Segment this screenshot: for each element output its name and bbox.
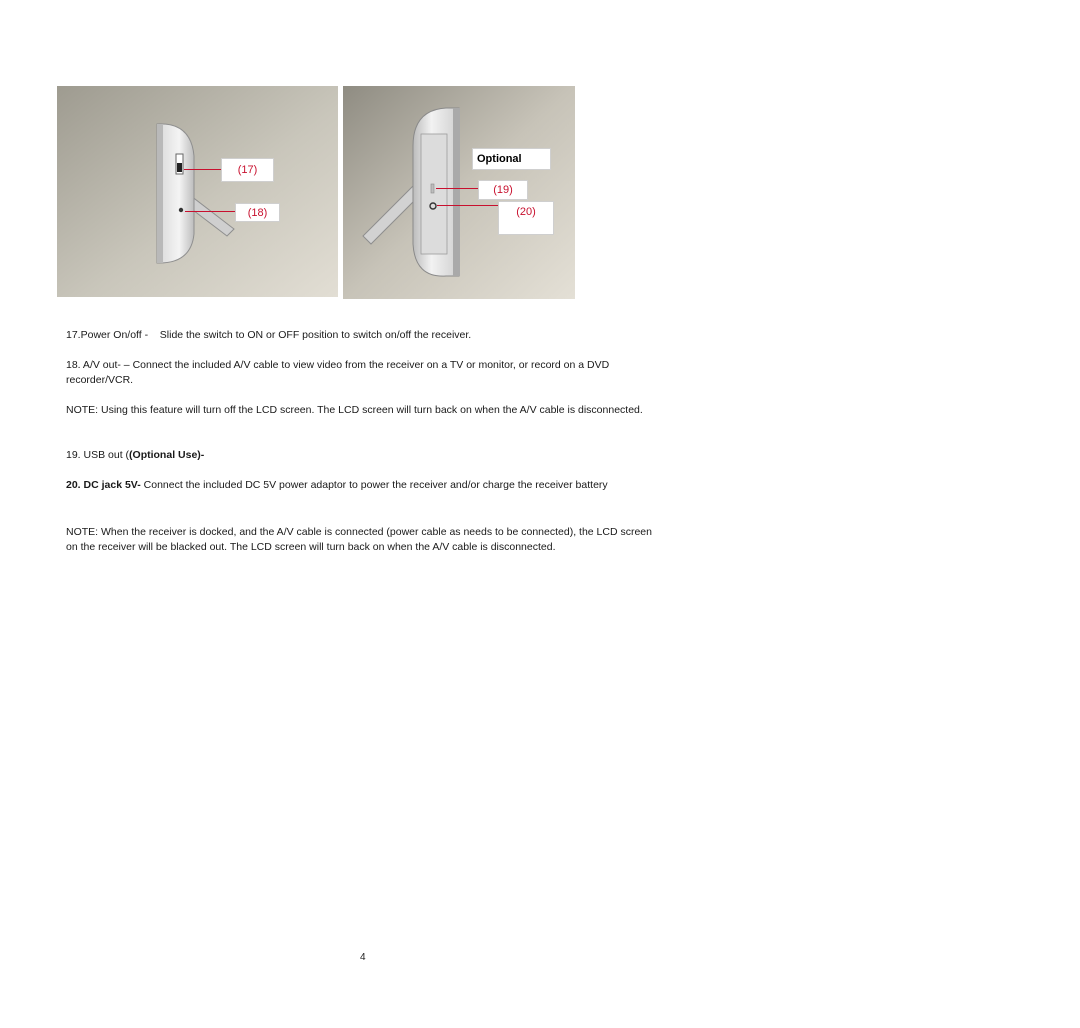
item-20-dc-jack	[66, 478, 666, 493]
receiver-right-side-photo	[343, 86, 575, 299]
callout-19-leader	[436, 188, 480, 189]
item-18-av-out	[66, 358, 666, 388]
item-18-text: Connect the included A/V cable to view video from the receiver on a TV or monitor, or record on a DVD recorder/VCR.	[66, 359, 610, 386]
note-docked: NOTE: When the receiver is docked, and the A/V cable is connected (power cable as needs to be connected), the LCD screen on the receiver will be blacked out. The LCD screen will turn back on when the A/V cable is disconnected.	[66, 526, 652, 553]
receiver-left-side-photo	[57, 86, 338, 297]
note-av-lcd: NOTE: Using this feature will turn off the LCD screen. The LCD screen will turn back on when the A/V cable is disconnected.	[66, 404, 643, 416]
item-20-label: 20. DC jack 5V-	[66, 479, 141, 491]
callout-19: (19)	[478, 180, 528, 200]
callout-17: (17)	[221, 158, 274, 182]
callout-20: (20)	[498, 201, 554, 235]
callout-18-leader	[185, 211, 236, 212]
item-17-text: Slide the switch to ON or OFF position to switch on/off the receiver.	[159, 329, 472, 341]
receiver-left-side-illustration	[57, 86, 338, 297]
item-18-label: 18. A/V out- –	[66, 359, 130, 371]
item-19-label: 19. USB out (	[66, 449, 130, 461]
callout-18: (18)	[235, 203, 280, 222]
receiver-right-side-illustration	[343, 86, 575, 299]
callout-17-leader	[184, 169, 222, 170]
page-number: 4	[360, 952, 366, 963]
item-20-text: Connect the included DC 5V power adaptor to power the receiver and/or charge the receiver battery	[143, 479, 608, 491]
optional-label: Optional	[472, 148, 551, 170]
item-19-optional: (Optional Use)-	[129, 449, 205, 461]
callout-20-leader	[437, 205, 499, 206]
item-19-usb-out	[66, 448, 666, 463]
item-17-label: 17.Power On/off -	[66, 329, 149, 341]
item-17-power	[66, 328, 666, 343]
